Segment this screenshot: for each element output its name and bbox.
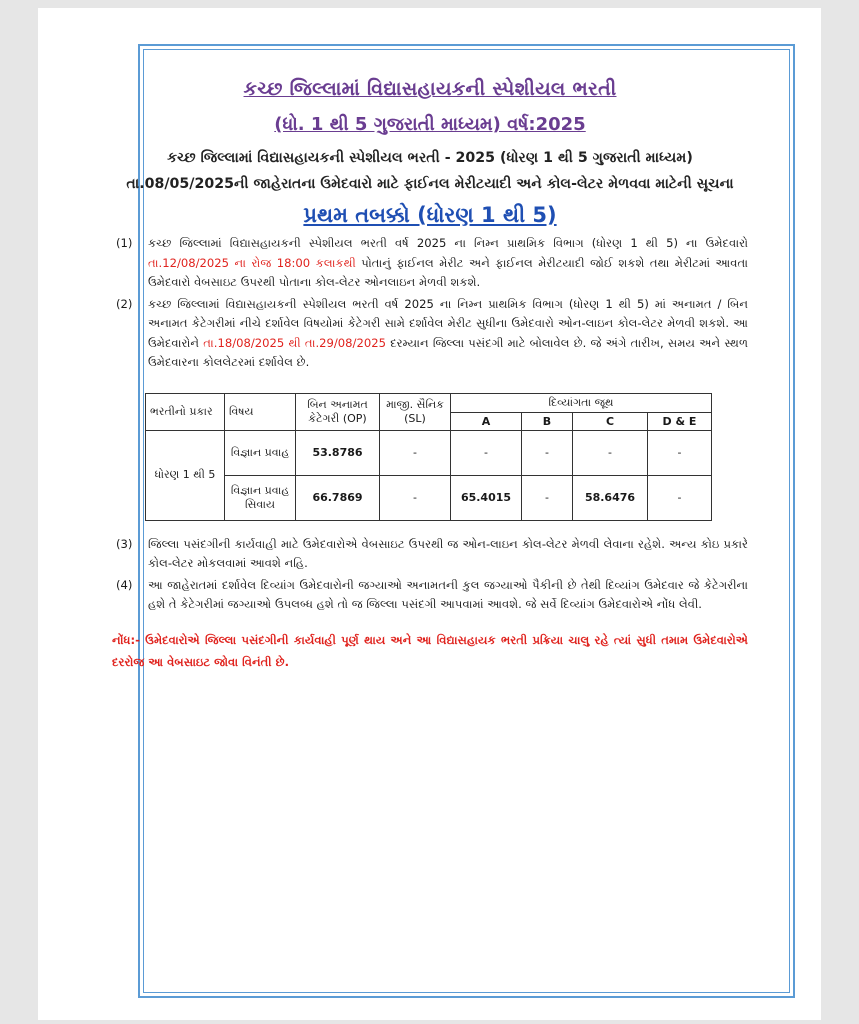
cell-c: - [573,430,648,475]
table-header-row [146,393,712,412]
cell-c: 58.6476 [573,475,648,520]
document-title: કચ્છ જિલ્લામાં વિદ્યાસહાયકની સ્પેશીયલ ભરતી [243,78,617,100]
cell-de: - [648,430,712,475]
cell-op: 66.7869 [296,475,380,520]
cell-b: - [522,475,573,520]
header-subject: વિષય [225,393,296,430]
point-highlight: તા.18/08/2025 થી તા.29/08/2025 [203,335,386,350]
header-type: ભરતીનો પ્રકાર [146,393,225,430]
header-a: A [451,412,522,430]
table-row [146,475,712,520]
notice-heading: કચ્છ જિલ્લામાં વિદ્યાસહાયકની સ્પેશીયલ ભરતી - 2025 (ધોરણ 1 થી 5 ગુજરાતી માધ્યમ) તા.08/05/2025ની જાહેરાતના ઉમેદવારો માટે ફાઈનલ મેરીટયાદી અને કોલ-લેટર મેળવવા માટેની સૂચના [126,150,734,192]
cell-de: - [648,475,712,520]
point-2 [112,295,748,373]
document-content [112,78,748,684]
cell-subject: વિજ્ઞાન પ્રવાહ [225,430,296,475]
point-text: કચ્છ જિલ્લામાં વિદ્યાસહાયકની સ્પેશીયલ ભરતી વર્ષ 2025 ના નિમ્ન પ્રાથમિક વિભાગ (ધોરણ 1 થી 5) માં અનામત / બિન અનામત કેટેગરીમાં નીચે દર્શાવેલ વિષયોમાં કેટેગરી સામે દર્શાવેલ મેરીટ સુધીના ઉમેદવારો ઓન-લાઇન કોલ-લેટર મેળવી શકશે. આ ઉમેદવારોને [148,296,748,350]
point-number: (2) [116,296,133,311]
cell-a: - [451,430,522,475]
point-1 [112,234,748,293]
cell-sl: - [380,475,451,520]
point-number: (1) [116,236,133,250]
document-subtitle: (ધો. 1 થી 5 ગુજરાતી માધ્યમ) વર્ષ:2025 [274,114,586,135]
point-text: આ જાહેરાતમાં દર્શાવેલ દિવ્યાંગ ઉમેદવારોની જગ્યાઓ અનામતની કુલ જગ્યાઓ પૈકીની છે તેથી દિવ્યાંગ ઉમેદવાર જે કેટેગરીના હશે તે કેટેગરીમાં જગ્યાઓ ઉપલબ્ધ હશે તો જ જિલ્લા પસંદગી આપવામાં આવશે. જે સર્વે દિવ્યાંગ ઉમેદવારોએ નોંધ લેવી. [148,577,748,611]
header-b: B [522,412,573,430]
point-4 [112,576,748,615]
point-text: પોતાનું ફાઈનલ મેરીટ અને ફાઈનલ મેરીટયાદી જોઈ શકશે તથા મેરીટમાં આવતા ઉમેદવારો વેબસાઇટ ઉપરથી પોતાના કોલ-લેટર ઓનલાઇન મેળવી શકશે. [148,255,748,289]
phase-heading: પ્રથમ તબક્કો (ધોરણ 1 થી 5) [303,203,557,227]
header-sl: માજી. સૈનિક (SL) [380,393,451,430]
point-text: કચ્છ જિલ્લામાં વિદ્યાસહાયકની સ્પેશીયલ ભરતી વર્ષ 2025 ના નિમ્ન પ્રાથમિક વિભાગ (ધોરણ 1 થી 5) ના ઉમેદવારો [148,236,748,250]
merit-table [145,393,712,521]
cell-subject: વિજ્ઞાન પ્રવાહ સિવાય [225,475,296,520]
point-number: (3) [116,536,133,551]
cell-op: 53.8786 [296,430,380,475]
point-text: જિલ્લા પસંદગીની કાર્યવાહી માટે ઉમેદવારોએ વેબસાઇટ ઉપરથી જ ઓન-લાઇન કોલ-લેટર મેળવી લેવાના રહેશે. અન્ય કોઇ પ્રકારે કોલ-લેટર મોકલવામાં આવશે નહિ. [148,536,748,570]
table-row [146,430,712,475]
cell-b: - [522,430,573,475]
header-de: D & E [648,412,712,430]
header-op: બિન અનામત કેટેગરી (OP) [296,393,380,430]
point-highlight: તા.12/08/2025 ના રોજ 18:00 કલાકથી [148,255,356,270]
point-text: દરમ્યાન જિલ્લા પસંદગી માટે બોલાવેલ છે. જે અંગે તારીખ, સમય અને સ્થળ ઉમેદવારના કોલલેટરમાં દર્શાવેલ છે. [148,335,748,369]
header-c: C [573,412,648,430]
point-number: (4) [116,577,133,592]
cell-sl: - [380,430,451,475]
footer-note: નોંધ:- ઉમેદવારોએ જિલ્લા પસંદગીની કાર્યવાહી પૂર્ણ થાય અને આ વિદ્યાસહાયક ભરતી પ્રક્રિયા ચાલુ રહે ત્યાં સુધી તમામ ઉમેદવારોએ દરરોજ આ વેબસાઇટ જોવા વિનંતી છે. [112,632,748,669]
point-3 [112,535,748,574]
header-divyang: દિવ્યાંગતા જૂથ [451,393,712,412]
cell-group: ધોરણ 1 થી 5 [146,430,225,520]
cell-a: 65.4015 [451,475,522,520]
